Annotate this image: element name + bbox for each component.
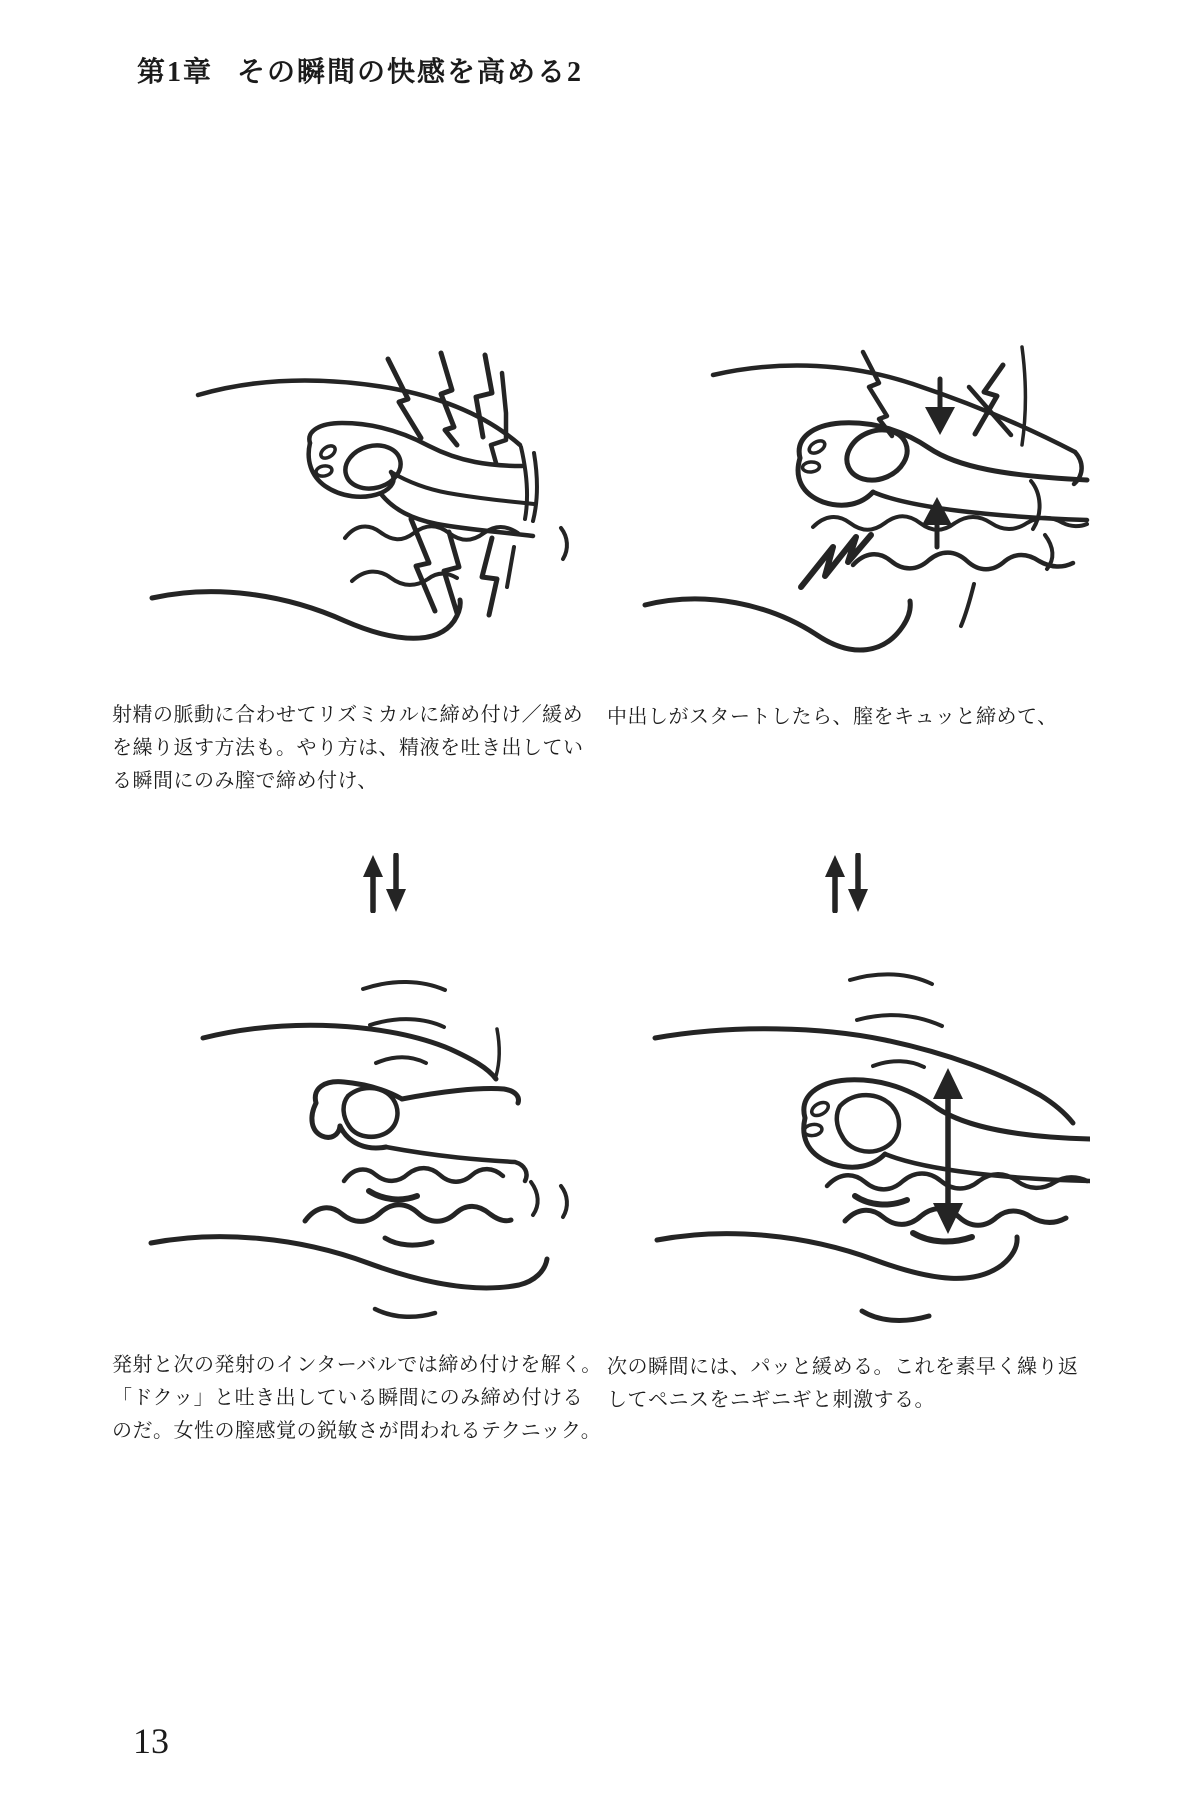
up-down-arrows-icon — [822, 853, 870, 913]
caption-line: る瞬間にのみ膣で締め付け、 — [112, 770, 378, 792]
down-arrow-icon — [386, 855, 406, 912]
relaxed-waves — [305, 1168, 511, 1245]
chapter-number: 第1章 — [137, 57, 214, 88]
caption-bottom-left — [112, 1349, 602, 1448]
illustration-release — [148, 975, 560, 1325]
motion-lines — [850, 974, 942, 1067]
glans-oval — [837, 1095, 899, 1151]
glans-oval — [341, 439, 406, 494]
caption-line: 「ドクッ」と吐き出している瞬間にのみ締め付ける — [112, 1387, 584, 1409]
caption-line: してペニスをニギニギと刺激する。 — [607, 1389, 935, 1411]
caption-bottom-right — [607, 1351, 1079, 1417]
caption-top-right — [607, 701, 1058, 734]
up-arrow-icon — [825, 855, 845, 911]
caption-line: 発射と次の発射のインターバルでは締め付けを解く。 — [112, 1354, 602, 1376]
up-arrow-icon — [363, 855, 383, 911]
up-down-arrows-icon — [360, 853, 408, 913]
caption-line: 射精の脈動に合わせてリズミカルに締め付け／緩め — [112, 704, 584, 726]
caption-top-left — [112, 699, 584, 798]
contraction-waves — [801, 516, 1087, 587]
pleasure-bolts-top — [388, 353, 506, 463]
cervix-pocket — [798, 423, 1087, 569]
motion-lines — [363, 982, 445, 1063]
semen-droplets — [802, 438, 827, 472]
down-arrow-icon — [848, 855, 868, 912]
glans-oval — [344, 1088, 398, 1137]
page-number: 13 — [133, 1721, 169, 1761]
body-contour — [561, 347, 1082, 650]
semen-droplets — [315, 443, 337, 477]
chapter-title: その瞬間の快感を高める2 — [237, 57, 584, 88]
illustration-squeeze — [555, 295, 1090, 665]
illustration-rapid-repeat — [555, 970, 1090, 1330]
illustration-pulse-squeeze — [140, 295, 540, 670]
caption-line: 次の瞬間には、パッと緩める。これを素早く繰り返 — [607, 1356, 1079, 1378]
caption-line: を繰り返す方法も。やり方は、精液を吐き出してい — [112, 737, 584, 759]
caption-line: 中出しがスタートしたら、膣をキュッと締めて、 — [607, 706, 1058, 728]
chapter-heading — [137, 50, 583, 90]
caption-line: のだ。女性の膣感覚の鋭敏さが問われるテクニック。 — [112, 1420, 602, 1442]
